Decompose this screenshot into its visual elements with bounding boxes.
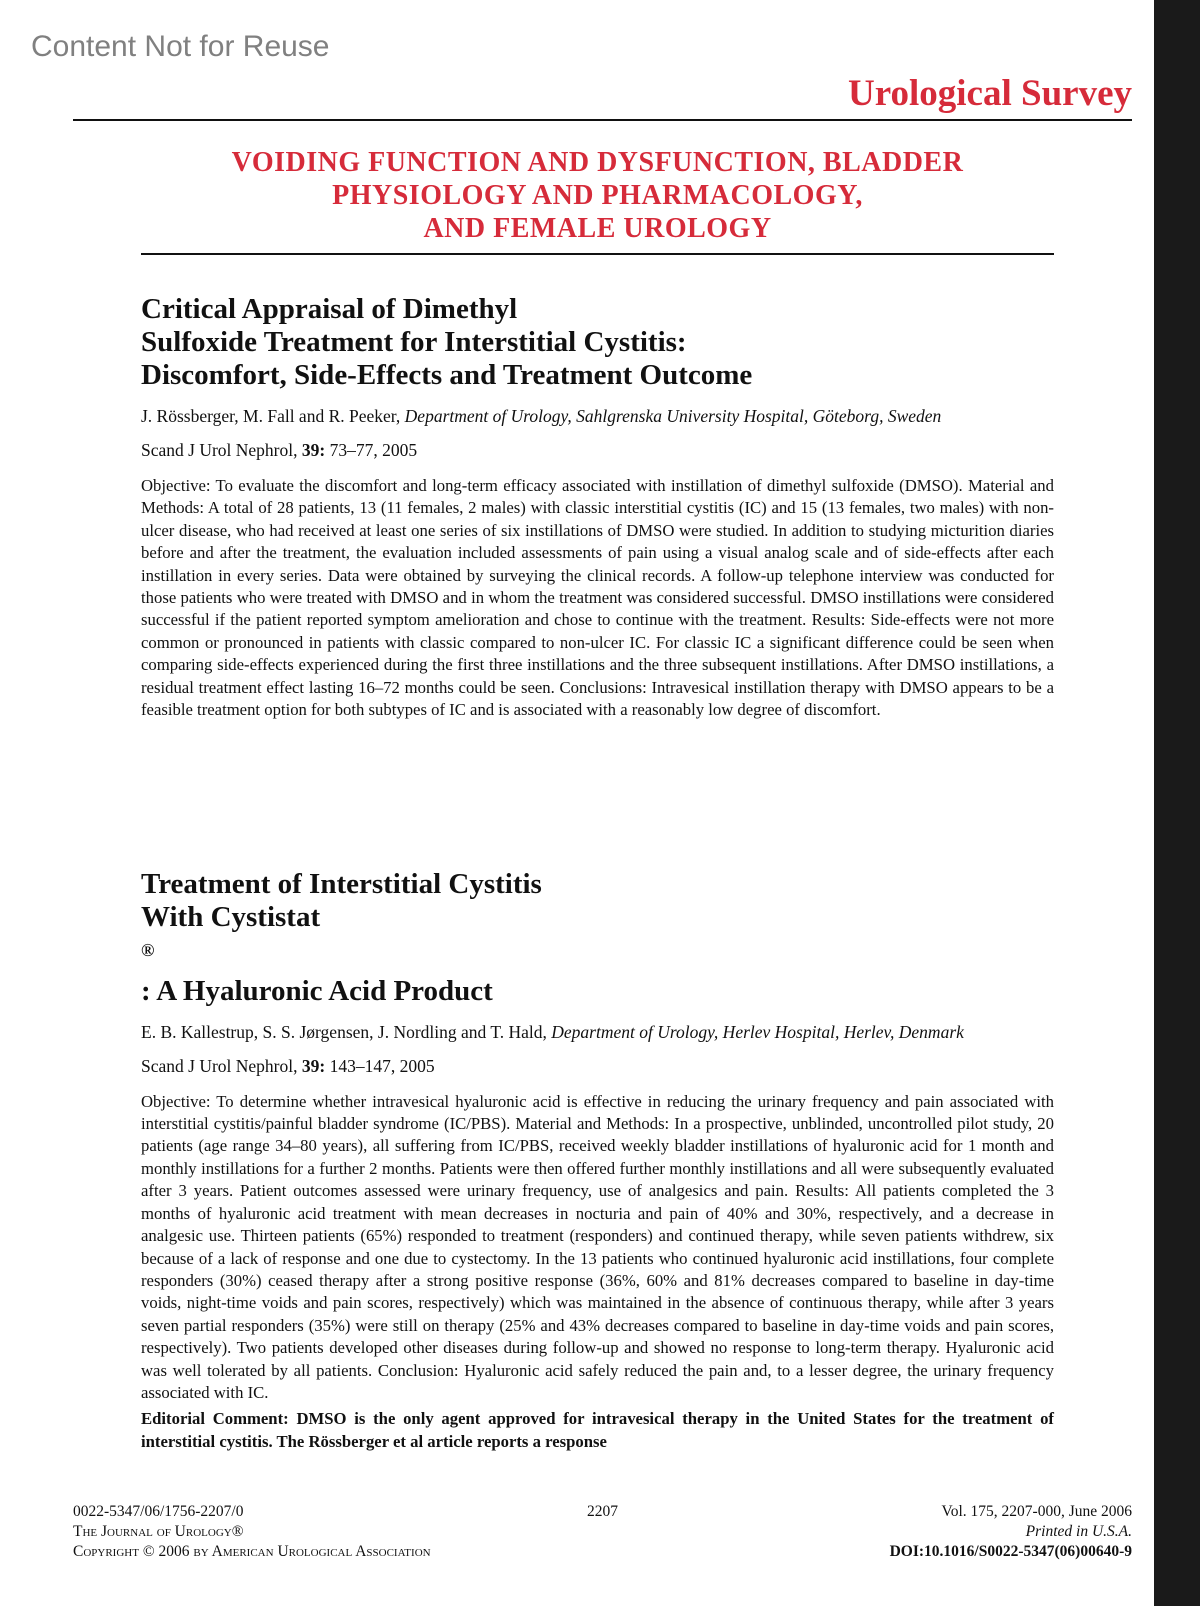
article-abstract: Objective: To evaluate the discomfort and long-term efficacy associated with instillation of dimethyl sulfoxide (DMSO). Material and Methods: A total of 28 patients, 13 (11 females, 2 males) with classic interstitial cystitis (IC) and 15 (13 females, two males) with non-ulcer disease, who had received at least one series of six instillations of DMSO were studied. In addition to studying micturition diaries before and after the treatment, the evaluation included assessments of pain using a visual analog scale and of side-effects after each instillation in every series. Data were obtained by surveying the clinical records. A follow-up telephone interview was conducted for those patients who were treated with DMSO and in whom the treatment was considered successful. DMSO instillations were considered successful if the patient reported symptom amelioration and chose to continue with the treatment. Results: Side-effects were not more common or pronounced in patients with classic compared to non-ulcer IC. For classic IC a significant difference could be seen when comparing side-effects experienced during the first three instillations and the three subsequent instillations. After DMSO instillations, a residual treatment effect lasting 16–72 months could be seen. Conclusions: Intravesical instillation therapy with DMSO appears to be a feasible treatment option for both subtypes of IC and is associated with a reasonably low degree of discomfort. — [141, 476, 1054, 720]
article-abstract: Objective: To determine whether intravesical hyaluronic acid is effective in reducing the urinary frequency and pain associated with interstitial cystitis/painful bladder syndrome (IC/PBS). Material and Methods: In a prospective, unblinded, uncontrolled pilot study, 20 patients (age range 34–80 years), all suffering from IC/PBS, received weekly bladder instillations of hyaluronic acid for 1 month and monthly instillations for a further 2 months. Patients were then offered further monthly instillations and all were subsequently evaluated after 3 years. Patient outcomes assessed were urinary frequency, use of analgesics and pain. Results: All patients completed the 3 months of hyaluronic acid treatment with mean decreases in nocturia and pain of 40% and 30%, respectively, and a decrease in analgesic use. Thirteen patients (65%) responded to treatment (responders) and continued therapy, while seven patients withdrew, six because of a lack of response and one due to cystectomy. In the 13 patients who continued hyaluronic acid instillations, four complete responders (30%) ceased therapy after a strong positive response (36%, 60% and 81% decreases compared to baseline in day-time voids, night-time voids and pain scores, respectively) which was maintained in the absence of continuous therapy, while after 3 years seven partial responders (35%) were still on therapy (25% and 43% decreases compared to baseline in day-time voids and pain scores, respectively). Two patients developed other diseases during follow-up and showed no response to long-term therapy. Hyaluronic acid was well tolerated by all patients. Conclusion: Hyaluronic acid safely reduced the pain and, to a lesser degree, the urinary frequency associated with IC. — [141, 1091, 1054, 1402]
article-2 — [141, 868, 1054, 1453]
article-title-line: Critical Appraisal of Dimethyl — [141, 293, 518, 325]
article-citation — [141, 1056, 1054, 1077]
title-text: : A Hyaluronic Acid Product — [141, 974, 493, 1007]
author-affiliation: Department of Urology, Sahlgrenska University Hospital, Göteborg, Sweden — [404, 406, 942, 426]
registered-mark: ® — [141, 940, 155, 960]
citation-pages: 73–77, 2005 — [329, 440, 418, 460]
article-citation — [141, 440, 1054, 461]
section-heading — [141, 146, 1054, 245]
footer-copyright: Copyright © 2006 by American Urological Association — [73, 1543, 431, 1560]
editorial-comment: Editorial Comment: DMSO is the only agent approved for intravesical therapy in the United States for the treatment of interstitial cystitis. The Rössberger et al article reports a response — [141, 1409, 1054, 1451]
right-dark-band — [1154, 0, 1200, 1606]
footer-printed: Printed in U.S.A. — [1025, 1523, 1132, 1540]
footer-journal: The Journal of Urology® — [73, 1523, 244, 1540]
article-title-line: Sulfoxide Treatment for Interstitial Cystitis: — [141, 326, 687, 358]
article-title — [141, 293, 1054, 392]
top-rule — [73, 119, 1132, 121]
article-title-line: Treatment of Interstitial Cystitis — [141, 868, 542, 900]
citation-volume: 39: — [301, 1055, 326, 1076]
article-authors — [141, 1022, 1054, 1043]
footer-right — [890, 1502, 1132, 1562]
citation-pages: 143–147, 2005 — [329, 1055, 435, 1076]
footer-doi: DOI:10.1016/S0022-5347(06)00640-9 — [889, 1543, 1132, 1560]
citation-journal: Scand J Urol Nephrol, — [141, 1055, 298, 1076]
article-title-line — [141, 901, 1054, 1008]
title-text: With Cystistat — [141, 901, 321, 933]
section-heading-line: AND FEMALE UROLOGY — [423, 213, 772, 244]
footer-volume: Vol. 175, 2207-000, June 2006 — [941, 1503, 1132, 1520]
author-names: E. B. Kallestrup, S. S. Jørgensen, J. Nordling and T. Hald, — [141, 1021, 547, 1042]
page-number: 2207 — [587, 1503, 618, 1520]
article-title — [141, 868, 1054, 1008]
section-rule — [141, 253, 1054, 255]
article-authors — [141, 406, 1054, 427]
author-affiliation: Department of Urology, Herlev Hospital, Herlev, Denmark — [551, 1021, 964, 1042]
article-title-line: Discomfort, Side-Effects and Treatment Outcome — [141, 359, 753, 391]
citation-volume: 39: — [301, 440, 326, 460]
section-heading-line: VOIDING FUNCTION AND DYSFUNCTION, BLADDER — [231, 147, 964, 178]
footer-code: 0022-5347/06/1756-2207/0 — [73, 1503, 244, 1520]
article-1 — [141, 293, 1054, 721]
journal-section-title: Urological Survey — [848, 73, 1132, 114]
section-heading-line: PHYSIOLOGY AND PHARMACOLOGY, — [332, 180, 863, 211]
watermark-text: Content Not for Reuse — [31, 30, 330, 63]
citation-journal: Scand J Urol Nephrol, — [141, 440, 298, 460]
author-names: J. Rössberger, M. Fall and R. Peeker, — [141, 406, 401, 426]
